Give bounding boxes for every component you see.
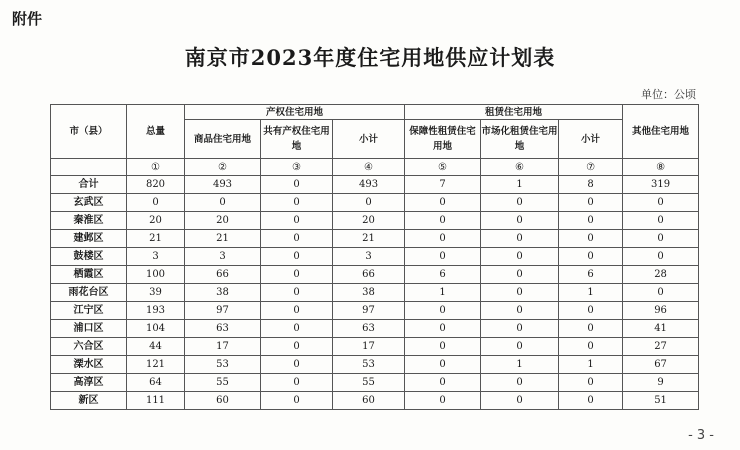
table-row [51,194,699,212]
value-cell: 53 [185,356,261,374]
value-cell: 121 [127,356,185,374]
value-cell: 0 [261,194,333,212]
value-cell: 0 [623,284,699,302]
value-cell: 17 [185,338,261,356]
value-cell: 7 [405,176,481,194]
value-cell: 0 [481,374,559,392]
value-cell: 0 [481,194,559,212]
index-cell: ⑧ [623,159,699,176]
district-name-cell: 鼓楼区 [51,248,127,266]
value-cell: 3 [333,248,405,266]
district-name-cell: 江宁区 [51,302,127,320]
value-cell: 0 [481,230,559,248]
index-cell: ⑥ [481,159,559,176]
col-header-affordable-rental: 保障性租赁住宅用地 [405,120,481,159]
value-cell: 0 [261,212,333,230]
table-row [51,320,699,338]
col-header-district: 市（县） [51,105,127,159]
value-cell: 493 [185,176,261,194]
col-header-other: 其他住宅用地 [623,105,699,159]
table-row [51,338,699,356]
value-cell: 64 [127,374,185,392]
value-cell: 0 [559,212,623,230]
value-cell: 0 [261,176,333,194]
value-cell: 0 [405,338,481,356]
value-cell: 96 [623,302,699,320]
value-cell: 0 [623,194,699,212]
value-cell: 0 [261,302,333,320]
land-supply-table [50,104,699,410]
value-cell: 1 [481,356,559,374]
col-header-market-rental: 市场化租赁住宅用地 [481,120,559,159]
district-name-cell: 栖霞区 [51,266,127,284]
value-cell: 820 [127,176,185,194]
value-cell: 0 [623,212,699,230]
value-cell: 100 [127,266,185,284]
value-cell: 67 [623,356,699,374]
table-row [51,284,699,302]
value-cell: 0 [261,284,333,302]
group-header-property: 产权住宅用地 [185,105,405,120]
table-row [51,176,699,194]
value-cell: 0 [559,374,623,392]
index-cell: ④ [333,159,405,176]
value-cell: 0 [559,194,623,212]
table-row [51,356,699,374]
value-cell: 8 [559,176,623,194]
value-cell: 20 [185,212,261,230]
value-cell: 63 [333,320,405,338]
table-row [51,212,699,230]
group-header-rental: 租赁住宅用地 [405,105,623,120]
value-cell: 0 [481,320,559,338]
value-cell: 111 [127,392,185,410]
index-row [51,159,699,176]
value-cell: 319 [623,176,699,194]
district-name-cell: 合计 [51,176,127,194]
value-cell: 0 [405,230,481,248]
index-cell: ⑤ [405,159,481,176]
value-cell: 0 [261,266,333,284]
value-cell: 39 [127,284,185,302]
value-cell: 0 [481,212,559,230]
value-cell: 0 [559,230,623,248]
district-name-cell: 秦淮区 [51,212,127,230]
unit-label: 单位：公顷 [641,88,696,101]
value-cell: 1 [405,284,481,302]
value-cell: 0 [405,320,481,338]
value-cell: 0 [185,194,261,212]
table-row [51,302,699,320]
value-cell: 0 [333,194,405,212]
district-name-cell: 浦口区 [51,320,127,338]
col-header-property-subtotal: 小计 [333,120,405,159]
value-cell: 0 [405,302,481,320]
value-cell: 21 [333,230,405,248]
district-name-cell: 高淳区 [51,374,127,392]
value-cell: 0 [261,320,333,338]
value-cell: 0 [481,248,559,266]
table-row [51,374,699,392]
value-cell: 0 [261,374,333,392]
value-cell: 104 [127,320,185,338]
index-cell: ⑦ [559,159,623,176]
value-cell: 38 [333,284,405,302]
col-header-commercial: 商品住宅用地 [185,120,261,159]
value-cell: 0 [559,338,623,356]
table-row [51,248,699,266]
page-number: - 3 - [688,428,714,443]
table-row [51,230,699,248]
value-cell: 66 [185,266,261,284]
value-cell: 0 [261,356,333,374]
value-cell: 0 [481,266,559,284]
value-cell: 0 [623,230,699,248]
value-cell: 1 [559,356,623,374]
index-cell: ③ [261,159,333,176]
value-cell: 493 [333,176,405,194]
index-cell: ② [185,159,261,176]
value-cell: 17 [333,338,405,356]
value-cell: 0 [405,356,481,374]
value-cell: 41 [623,320,699,338]
value-cell: 0 [559,302,623,320]
value-cell: 97 [333,302,405,320]
value-cell: 53 [333,356,405,374]
value-cell: 0 [559,392,623,410]
district-name-cell: 溧水区 [51,356,127,374]
district-name-cell: 新区 [51,392,127,410]
value-cell: 60 [333,392,405,410]
district-name-cell: 建邺区 [51,230,127,248]
value-cell: 0 [481,338,559,356]
value-cell: 0 [405,392,481,410]
value-cell: 20 [127,212,185,230]
value-cell: 0 [405,194,481,212]
value-cell: 0 [559,320,623,338]
col-header-shared: 共有产权住宅用地 [261,120,333,159]
value-cell: 9 [623,374,699,392]
value-cell: 0 [261,248,333,266]
value-cell: 3 [185,248,261,266]
district-name-cell: 雨花台区 [51,284,127,302]
value-cell: 20 [333,212,405,230]
table-row [51,392,699,410]
value-cell: 51 [623,392,699,410]
district-name-cell: 玄武区 [51,194,127,212]
value-cell: 0 [261,338,333,356]
col-header-rental-subtotal: 小计 [559,120,623,159]
value-cell: 6 [405,266,481,284]
value-cell: 63 [185,320,261,338]
value-cell: 0 [261,230,333,248]
page-title: 南京市2023年度住宅用地供应计划表 [184,45,556,70]
value-cell: 0 [559,248,623,266]
value-cell: 38 [185,284,261,302]
value-cell: 60 [185,392,261,410]
district-name-cell: 六合区 [51,338,127,356]
attachment-label: 附件 [12,10,43,28]
value-cell: 0 [481,284,559,302]
value-cell: 55 [333,374,405,392]
index-cell: ① [127,159,185,176]
value-cell: 97 [185,302,261,320]
value-cell: 0 [405,374,481,392]
value-cell: 0 [261,392,333,410]
value-cell: 0 [481,302,559,320]
value-cell: 21 [185,230,261,248]
col-header-total: 总量 [127,105,185,159]
value-cell: 0 [405,212,481,230]
value-cell: 21 [127,230,185,248]
value-cell: 0 [127,194,185,212]
value-cell: 0 [481,392,559,410]
value-cell: 6 [559,266,623,284]
value-cell: 3 [127,248,185,266]
index-cell [51,159,127,176]
value-cell: 1 [559,284,623,302]
value-cell: 0 [623,248,699,266]
value-cell: 44 [127,338,185,356]
value-cell: 27 [623,338,699,356]
value-cell: 66 [333,266,405,284]
value-cell: 28 [623,266,699,284]
value-cell: 55 [185,374,261,392]
value-cell: 0 [405,248,481,266]
value-cell: 193 [127,302,185,320]
table-row [51,266,699,284]
value-cell: 1 [481,176,559,194]
